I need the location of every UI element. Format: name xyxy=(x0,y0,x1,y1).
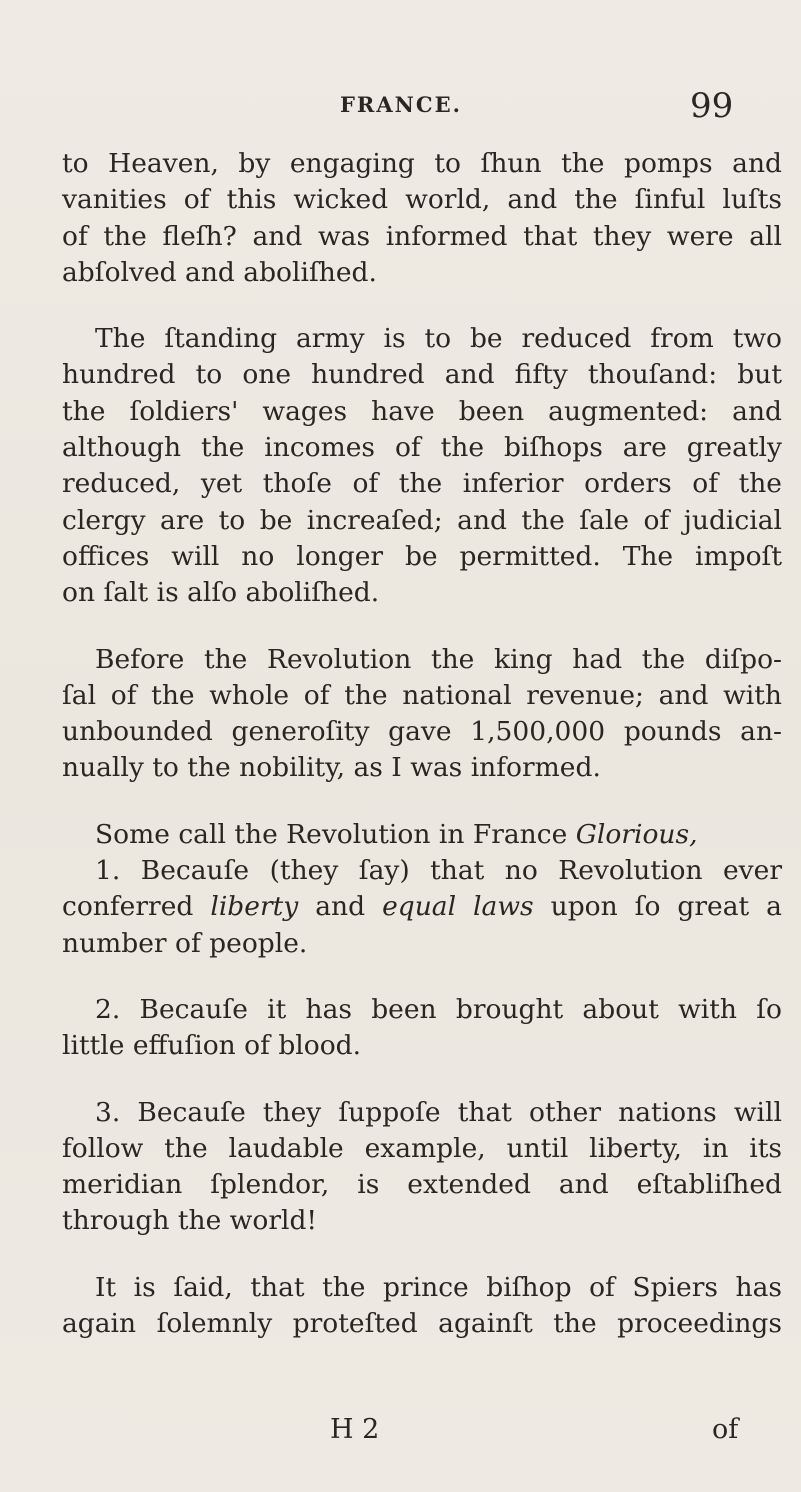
text-line: unbounded generoſity gave 1,500,000 pounds an- xyxy=(62,716,782,748)
text-line: offices will no longer be permitted. The impoſt xyxy=(62,540,782,572)
text-line: abſolved and aboliſhed. xyxy=(62,256,377,288)
italic-text: equal laws xyxy=(382,891,534,923)
text-line: again ſolemnly proteſted againſt the proceedings xyxy=(62,1308,782,1340)
page-number: 99 xyxy=(690,86,734,126)
italic-text: Glorious, xyxy=(575,818,698,850)
text-line xyxy=(62,889,782,925)
paragraph xyxy=(62,146,782,291)
text-run: and xyxy=(315,891,366,923)
paragraph xyxy=(62,1095,782,1240)
text-line: Before the Revolution the king had the diſpo- xyxy=(95,643,782,675)
paragraph xyxy=(62,992,782,1065)
paragraph xyxy=(62,321,782,611)
page-header xyxy=(0,86,801,126)
text-line: The ſtanding army is to be reduced from two xyxy=(95,323,782,355)
text-line: through the world! xyxy=(62,1205,318,1237)
catchword: of xyxy=(712,1414,739,1445)
text-line: 2. Becauſe it has been brought about with ſo xyxy=(95,993,782,1025)
body-text xyxy=(62,146,782,1342)
running-head: FRANCE. xyxy=(340,92,462,117)
text-run: conferred xyxy=(62,891,194,923)
text-line: little effuſion of blood. xyxy=(62,1030,362,1062)
text-run: upon ſo great a xyxy=(550,891,782,923)
text-line: follow the laudable example, until liberty, in its xyxy=(62,1132,782,1164)
text-line: vanities of this wicked world, and the ſinful luſts xyxy=(62,184,782,216)
paragraph xyxy=(62,642,782,787)
paragraph xyxy=(62,817,782,962)
text-line: on ſalt is alſo aboliſhed. xyxy=(62,577,380,609)
paragraph xyxy=(62,1270,782,1343)
text-line: nually to the nobility, as I was informed. xyxy=(62,752,601,784)
text-line: 3. Becauſe they ſuppoſe that other nations will xyxy=(95,1096,782,1128)
text-run: Some call the Revolution in France xyxy=(95,818,568,850)
italic-text: liberty xyxy=(210,891,299,923)
text-line: to Heaven, by engaging to ſhun the pomps and xyxy=(62,148,782,179)
text-line: ſal of the whole of the national revenue; and with xyxy=(62,679,782,711)
text-line: reduced, yet thoſe of the inferior orders of the xyxy=(62,468,782,500)
text-line: hundred to one hundred and fifty thouſand: but xyxy=(62,359,782,391)
text-line: clergy are to be increaſed; and the ſale of judicial xyxy=(62,504,782,536)
text-line: It is ſaid, that the prince biſhop of Spiers has xyxy=(95,1271,782,1303)
text-line: number of people. xyxy=(62,927,308,959)
page-footer xyxy=(0,1414,801,1454)
text-line: meridian ſplendor, is extended and eſtabliſhed xyxy=(62,1169,782,1201)
text-line: 1. Becauſe (they ſay) that no Revolution ever xyxy=(95,855,782,887)
text-line xyxy=(62,817,782,853)
text-line: although the incomes of the biſhops are greatly xyxy=(62,432,782,464)
signature-mark: H 2 xyxy=(330,1414,380,1445)
text-line: of the fleſh? and was informed that they were all xyxy=(62,220,782,252)
text-line: the ſoldiers' wages have been augmented: and xyxy=(62,395,782,427)
